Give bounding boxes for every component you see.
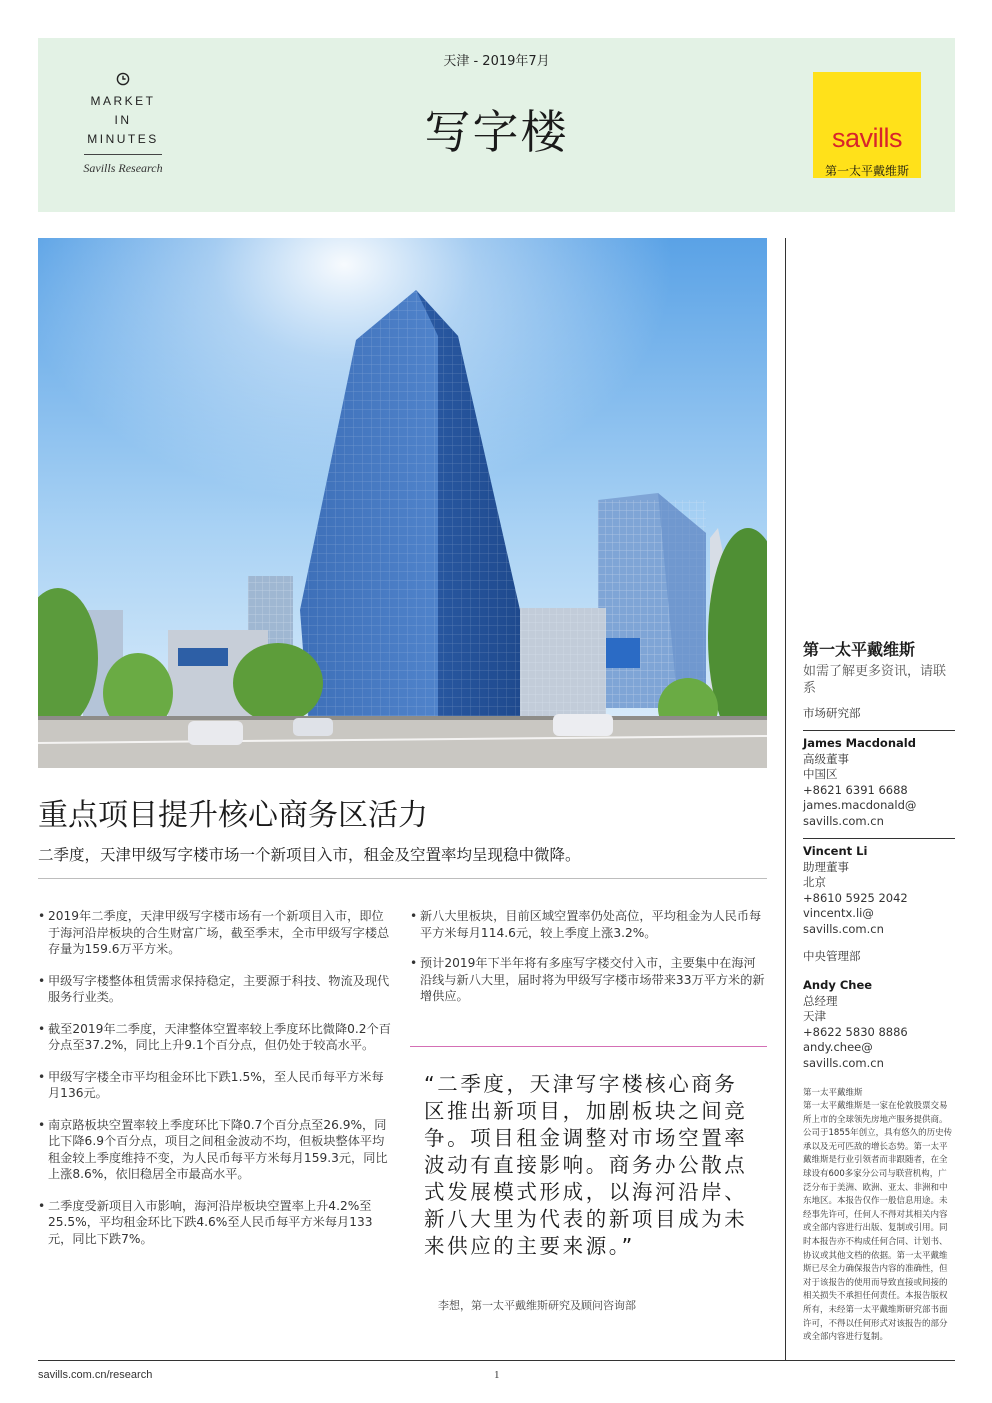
bullet-item: • 南京路板块空置率较上季度环比下降0.7个百分点至26.9%，同比下降6.9个百分点，项目之间租金波动不均，但板块整体平均租金较上季度维持不变，为人民币每平方米每月159.3元，同比上涨8.6%，依旧稳居全市最高水平。 [38, 1117, 394, 1183]
brand-line-3: MINUTES [87, 132, 159, 146]
bullet-item: • 2019年二季度，天津甲级写字楼市场有一个新项目入市，即位于海河沿岸板块的合生财富广场，截至季末，全市甲级写字楼总存量为159.6万平方米。 [38, 908, 394, 958]
section-divider [38, 878, 767, 879]
contact-phone: +8610 5925 2042 [803, 890, 908, 905]
quote-rule [410, 1046, 767, 1047]
footer-link[interactable]: savills.com.cn/research [38, 1369, 153, 1381]
hero-photo [38, 238, 767, 768]
contact-name: Vincent Li [803, 844, 868, 858]
clock-icon [116, 72, 130, 86]
savills-logo-word: savills [831, 123, 902, 153]
contact-email-domain[interactable]: savills.com.cn [803, 813, 884, 828]
bullets-left-column [38, 908, 394, 1262]
contact-region: 天津 [803, 1009, 826, 1023]
bullet-item: • 甲级写字楼整体租赁需求保持稳定，主要源于科技、物流及现代服务行业类。 [38, 973, 394, 1006]
contact-phone: +8622 5830 8886 [803, 1024, 908, 1039]
sidebar-title: 第一太平戴维斯 [803, 640, 916, 659]
subheadline: 二季度，天津甲级写字楼市场一个新项目入市，租金及空置率均呈现稳中微降。 [38, 846, 581, 864]
contact-role: 助理董事 [803, 859, 849, 874]
contact-email-domain[interactable]: savills.com.cn [803, 921, 884, 936]
sidebar-rule [803, 730, 955, 731]
pull-quote: “二季度，天津写字楼核心商务区推出新项目，加剧板块之间竞争。项目租金调整对市场空置率波动有直接影响。商务办公散点式发展模式形成，以海河沿岸、新八大里为代表的新项目成为未来供应的主要来源。” [424, 1072, 748, 1258]
contact-region: 北京 [803, 875, 826, 889]
contact-role: 高级董事 [803, 751, 849, 766]
page-number: 1 [494, 1369, 500, 1381]
sidebar-department: 市场研究部 [803, 706, 861, 720]
bullet-item: • 截至2019年二季度，天津整体空置率较上季度环比微降0.2个百分点至37.2%，同比上升9.1个百分点，但仍处于较高水平。 [38, 1021, 394, 1054]
contact-phone: +8621 6391 6688 [803, 782, 908, 797]
report-title: 写字楼 [424, 105, 569, 159]
contact-email[interactable]: vincentx.li@ [803, 906, 874, 920]
savills-logo [813, 72, 921, 178]
report-header [38, 38, 955, 212]
report-date: 天津 - 2019年7月 [443, 54, 550, 69]
bullet-item: • 预计2019年下半年将有多座写字楼交付入市，主要集中在海河沿线与新八大里，届时将为甲级写字楼市场带来33万平方米的新增供应。 [410, 955, 767, 1005]
bullet-item: • 甲级写字楼全市平均租金环比下跌1.5%，至人民币每平方米每月136元。 [38, 1069, 394, 1102]
brand-subtitle: Savills Research [83, 161, 163, 175]
footer-rule [38, 1360, 955, 1361]
quote-source: 李想，第一太平戴维斯研究及顾问咨询部 [438, 1299, 636, 1312]
sidebar-rule [803, 838, 955, 839]
office-tower-photo-icon [38, 238, 767, 768]
disclaimer-title: 第一太平戴维斯 [803, 1088, 863, 1098]
sidebar-divider [785, 238, 786, 1360]
bullet-item: • 新八大里板块，目前区域空置率仍处高位，平均租金为人民币每平方米每月114.6元，较上季度上涨3.2%。 [410, 908, 767, 941]
sidebar-subtitle: 如需了解更多资讯，请联系 [803, 664, 947, 696]
contact-role: 总经理 [803, 993, 838, 1008]
contact-sidebar [803, 637, 955, 1345]
contact-region: 中国区 [803, 767, 838, 781]
bullets-right-column [410, 908, 767, 1019]
brand-line-2: IN [114, 113, 132, 127]
brand-line-1: MARKET [90, 94, 156, 108]
contact-email[interactable]: james.macdonald@ [803, 798, 917, 812]
contact-name: James Macdonald [803, 736, 916, 750]
disclaimer-text: 第一太平戴维斯是一家在伦敦股票交易所上市的全球领先房地产服务提供商。公司于1855年创立，具有悠久的历史传承以及无可匹敌的增长态势。第一太平戴维斯是行业引领者而非跟随者，在全球设有600多家分公司与联营机构，广泛分布于美洲、欧洲、亚太、非洲和中东地区。本报告仅作一般信息用途。未经事先许可，任何人不得对其相关内容或全部内容进行出版、复制或引用。同时本报告亦不构成任何合同、计划书、协议或其他文档的依据。第一太平戴维斯已尽全力确保报告内容的准确性，但对于该报告的使用而导致直接或间接的相关损失不承担任何责任。本报告版权所有，未经第一太平戴维斯研究部书面许可，不得以任何形式对该报告的部分或全部内容进行复制。 [803, 1101, 953, 1343]
contact-email-domain[interactable]: savills.com.cn [803, 1055, 884, 1070]
headline: 重点项目提升核心商务区活力 [38, 798, 428, 833]
contact-email[interactable]: andy.chee@ [803, 1040, 873, 1054]
sidebar-department: 中央管理部 [803, 949, 861, 963]
savills-logo-chinese: 第一太平戴维斯 [824, 164, 909, 178]
bullet-item: • 二季度受新项目入市影响，海河沿岸板块空置率上升4.2%至25.5%，平均租金环比下跌4.6%至人民币每平方米每月133元，同比下跌7%。 [38, 1198, 394, 1248]
contact-name: Andy Chee [803, 978, 873, 992]
